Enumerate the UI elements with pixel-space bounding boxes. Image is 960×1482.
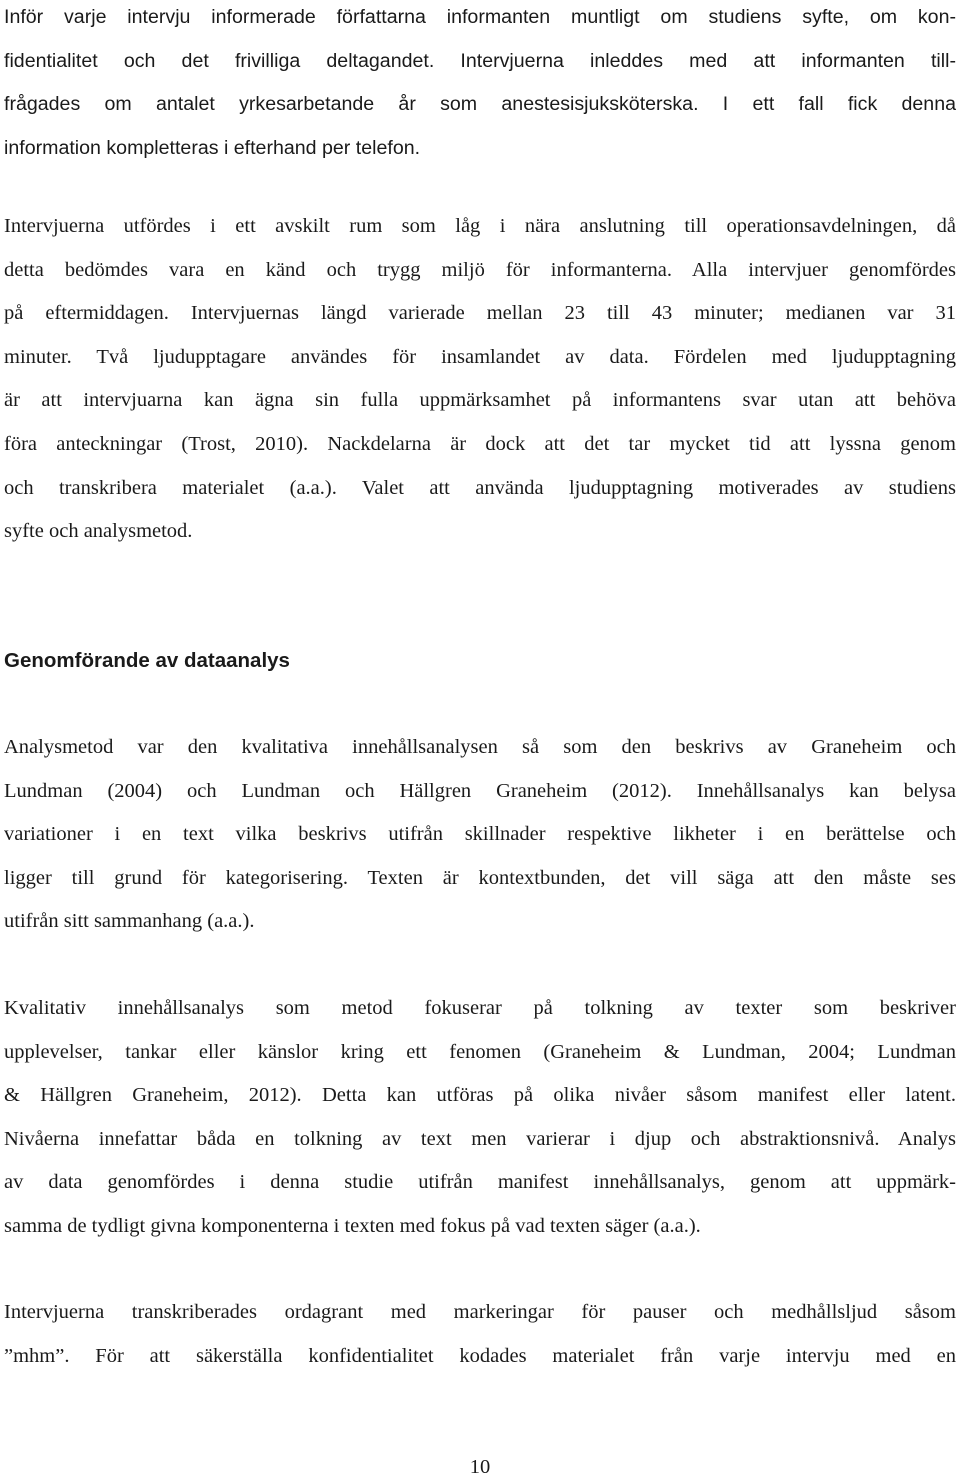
paragraph-line: Intervjuerna transkriberades ordagrant med markeringar för pauser och medhållsljud såsom: [4, 1301, 956, 1323]
paragraph-line: Intervjuerna utfördes i ett avskilt rum som låg i nära anslutning till operationsavdelningen, då: [4, 215, 956, 237]
paragraph-line: utifrån sitt sammanhang (a.a.).: [4, 910, 255, 933]
paragraph-line: frågades om antalet yrkesarbetande år som anestesisjuksköterska. I ett fall fick denna: [4, 93, 956, 116]
paragraph-transcription: [4, 1291, 956, 1378]
paragraph-line: upplevelser, tankar eller känslor kring ett fenomen (Graneheim & Lundman, 2004; Lundman: [4, 1040, 956, 1063]
paragraph-line: fidentialitet och det frivilliga deltagandet. Intervjuerna inleddes med att informanten till-: [4, 49, 956, 72]
paragraph-line: Inför varje intervju informerade författarna informanten muntligt om studiens syfte, om kon-: [4, 6, 956, 28]
paragraph-line: Kvalitativ innehållsanalys som metod fokuserar på tolkning av texter som beskriver: [4, 997, 956, 1019]
paragraph-line: & Hällgren Graneheim, 2012). Detta kan utföras på olika nivåer såsom manifest eller latent.: [4, 1084, 956, 1107]
paragraph-line: ”mhm”. För att säkerställa konfidentialitet kodades materialet från varje intervju med en: [4, 1344, 956, 1367]
paragraph-line: minuter. Två ljudupptagare användes för insamlandet av data. Fördelen med ljudupptagning: [4, 345, 956, 368]
paragraph-line: detta bedömdes vara en känd och trygg miljö för informanterna. Alla intervjuer genomfördes: [4, 258, 956, 281]
paragraph-qualitative-analysis: [4, 987, 956, 1249]
intro-paragraph: [4, 0, 956, 170]
paragraph-line: är att intervjuarna kan ägna sin fulla uppmärksamhet på informantens svar utan att behöva: [4, 389, 956, 412]
paragraph-line: ligger till grund för kategorisering. Texten är kontextbunden, det vill säga att den måste ses: [4, 866, 956, 889]
paragraph-line: Nivåerna innefattar båda en tolkning av text men varierar i djup och abstraktionsnivå. Analys: [4, 1127, 956, 1150]
paragraph-line: syfte och analysmetod.: [4, 520, 193, 543]
paragraph-interview-setting: [4, 205, 956, 554]
paragraph-line: samma de tydligt givna komponenterna i texten med fokus på vad texten säger (a.a.).: [4, 1214, 701, 1237]
paragraph-line: och transkribera materialet (a.a.). Valet att använda ljudupptagning motiverades av studiens: [4, 476, 956, 499]
paragraph-analysis-method: [4, 726, 956, 944]
page-number: 10: [469, 1456, 491, 1478]
paragraph-line: på eftermiddagen. Intervjuernas längd varierade mellan 23 till 43 minuter; medianen var 31: [4, 302, 956, 325]
paragraph-line: Analysmetod var den kvalitativa innehållsanalysen så som den beskrivs av Graneheim och: [4, 736, 956, 758]
paragraph-line: av data genomfördes i denna studie utifrån manifest innehållsanalys, genom att uppmärk-: [4, 1171, 956, 1194]
paragraph-line: föra anteckningar (Trost, 2010). Nackdelarna är dock att det tar mycket tid att lyssna genom: [4, 432, 956, 455]
paragraph-line: information kompletteras i efterhand per telefon.: [4, 136, 421, 159]
section-heading: Genomförande av dataanalys: [4, 649, 290, 672]
paragraph-line: variationer i en text vilka beskrivs utifrån skillnader respektive likheter i en berättelse och: [4, 823, 956, 846]
paragraph-line: Lundman (2004) och Lundman och Hällgren Graneheim (2012). Innehållsanalys kan belysa: [4, 779, 956, 802]
